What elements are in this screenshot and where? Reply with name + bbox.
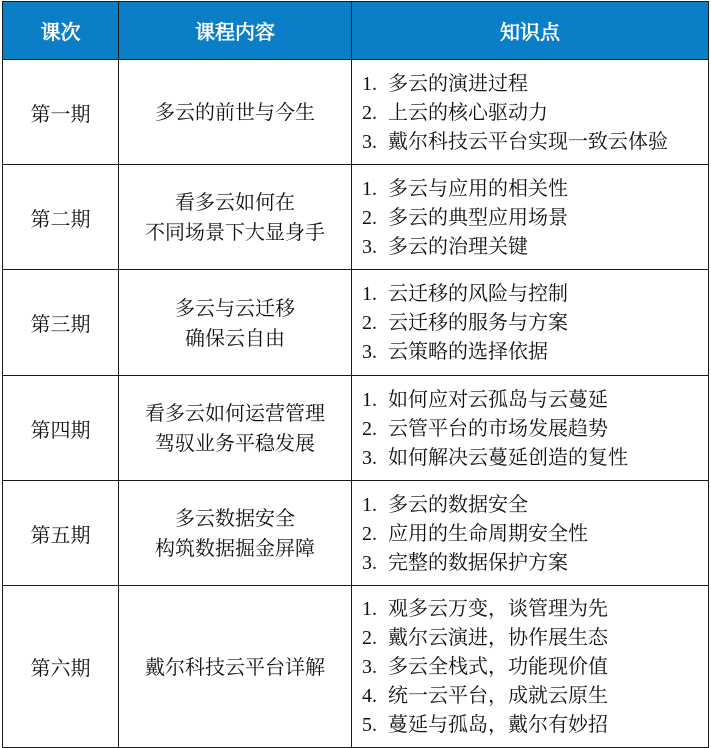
list-item bbox=[362, 385, 708, 414]
content-cell bbox=[119, 165, 352, 270]
list-item bbox=[362, 490, 708, 519]
points-cell bbox=[352, 165, 709, 270]
list-item bbox=[362, 174, 708, 203]
content-cell bbox=[119, 270, 352, 376]
points-list bbox=[362, 279, 708, 366]
item-text: 云迁移的风险与控制 bbox=[388, 281, 568, 305]
list-item bbox=[362, 594, 708, 623]
list-item bbox=[362, 69, 708, 98]
points-cell bbox=[352, 376, 709, 481]
points-cell bbox=[352, 60, 709, 165]
points-cell bbox=[352, 586, 709, 748]
session-cell: 第一期 bbox=[3, 60, 119, 165]
session-cell: 第六期 bbox=[3, 586, 119, 748]
item-number: 3. bbox=[362, 130, 377, 153]
item-text: 多云的数据安全 bbox=[388, 491, 528, 516]
content-cell bbox=[119, 376, 352, 481]
points-cell bbox=[352, 481, 709, 586]
item-number: 1. bbox=[362, 388, 377, 411]
header-session: 课次 bbox=[3, 2, 119, 60]
item-text: 上云的核心驱动力 bbox=[388, 99, 548, 124]
table-row bbox=[3, 376, 709, 481]
item-text: 如何应对云孤岛与云蔓延 bbox=[388, 386, 608, 411]
list-item bbox=[362, 414, 708, 443]
item-number: 3. bbox=[362, 656, 377, 678]
item-number: 1. bbox=[362, 283, 377, 305]
table-row bbox=[3, 481, 709, 586]
item-number: 3. bbox=[362, 235, 377, 258]
content-cell bbox=[119, 481, 352, 586]
list-item bbox=[362, 337, 708, 366]
list-item bbox=[362, 519, 708, 548]
session-cell: 第二期 bbox=[3, 165, 119, 270]
item-number: 4. bbox=[362, 685, 377, 707]
item-number: 3. bbox=[362, 341, 377, 363]
list-item bbox=[362, 203, 708, 232]
list-item bbox=[362, 308, 708, 337]
points-list bbox=[362, 69, 708, 156]
content-line: 驾驭业务平稳发展 bbox=[155, 431, 315, 455]
item-text: 观多云万变，谈管理为先 bbox=[388, 596, 608, 620]
session-cell: 第三期 bbox=[3, 270, 119, 376]
header-content: 课程内容 bbox=[119, 2, 352, 60]
table-row bbox=[3, 60, 709, 165]
item-number: 2. bbox=[362, 522, 377, 545]
list-item bbox=[362, 681, 708, 710]
item-number: 3. bbox=[362, 446, 377, 469]
item-number: 2. bbox=[362, 312, 377, 334]
item-number: 1. bbox=[362, 598, 377, 620]
content-line: 看多云如何在 bbox=[175, 190, 295, 214]
item-number: 3. bbox=[362, 551, 377, 574]
points-cell bbox=[352, 270, 709, 376]
content-line: 多云数据安全 bbox=[175, 506, 295, 530]
content-line: 构筑数据掘金屏障 bbox=[155, 536, 315, 560]
item-text: 戴尔云演进，协作展生态 bbox=[388, 625, 608, 649]
content-line: 看多云如何运营管理 bbox=[145, 401, 325, 425]
content-line: 确保云自由 bbox=[185, 325, 285, 350]
content-line: 不同场景下大显身手 bbox=[145, 220, 325, 244]
item-text: 多云与应用的相关性 bbox=[388, 175, 568, 200]
item-text: 如何解决云蔓延创造的复性 bbox=[388, 444, 628, 469]
session-cell: 第五期 bbox=[3, 481, 119, 586]
item-text: 蔓延与孤岛，戴尔有妙招 bbox=[388, 712, 608, 736]
item-text: 多云的典型应用场景 bbox=[388, 204, 568, 229]
item-text: 戴尔科技云平台实现一致云体验 bbox=[388, 128, 668, 153]
table-row bbox=[3, 270, 709, 376]
item-text: 完整的数据保护方案 bbox=[388, 549, 568, 574]
points-list bbox=[362, 594, 708, 739]
item-number: 1. bbox=[362, 493, 377, 516]
item-text: 应用的生命周期安全性 bbox=[388, 520, 588, 545]
list-item bbox=[362, 623, 708, 652]
points-list bbox=[362, 174, 708, 261]
list-item bbox=[362, 652, 708, 681]
content-cell bbox=[119, 60, 352, 165]
item-number: 2. bbox=[362, 206, 377, 229]
item-text: 多云的演进过程 bbox=[388, 70, 528, 95]
item-text: 统一云平台，成就云原生 bbox=[388, 683, 608, 707]
header-points: 知识点 bbox=[352, 2, 709, 60]
list-item bbox=[362, 127, 708, 156]
item-number: 1. bbox=[362, 72, 377, 95]
content-line: 多云的前世与今生 bbox=[155, 100, 315, 124]
content-line: 多云与云迁移 bbox=[175, 295, 295, 320]
table-row bbox=[3, 165, 709, 270]
session-cell: 第四期 bbox=[3, 376, 119, 481]
header-row bbox=[3, 2, 709, 60]
item-number: 2. bbox=[362, 101, 377, 124]
list-item bbox=[362, 279, 708, 308]
list-item bbox=[362, 548, 708, 577]
points-list bbox=[362, 490, 708, 577]
item-number: 5. bbox=[362, 714, 377, 736]
item-text: 云迁移的服务与方案 bbox=[388, 310, 568, 334]
list-item bbox=[362, 710, 708, 739]
table-row bbox=[3, 586, 709, 748]
list-item bbox=[362, 443, 708, 472]
list-item bbox=[362, 232, 708, 261]
item-text: 多云全栈式，功能现价值 bbox=[388, 654, 608, 678]
item-text: 云策略的选择依据 bbox=[388, 339, 548, 363]
item-number: 2. bbox=[362, 627, 377, 649]
points-list bbox=[362, 385, 708, 472]
content-line: 戴尔科技云平台详解 bbox=[145, 654, 325, 679]
item-text: 云管平台的市场发展趋势 bbox=[388, 415, 608, 440]
item-text: 多云的治理关键 bbox=[388, 233, 528, 258]
item-number: 1. bbox=[362, 177, 377, 200]
course-schedule-table bbox=[2, 1, 709, 748]
item-number: 2. bbox=[362, 417, 377, 440]
list-item bbox=[362, 98, 708, 127]
content-cell bbox=[119, 586, 352, 748]
